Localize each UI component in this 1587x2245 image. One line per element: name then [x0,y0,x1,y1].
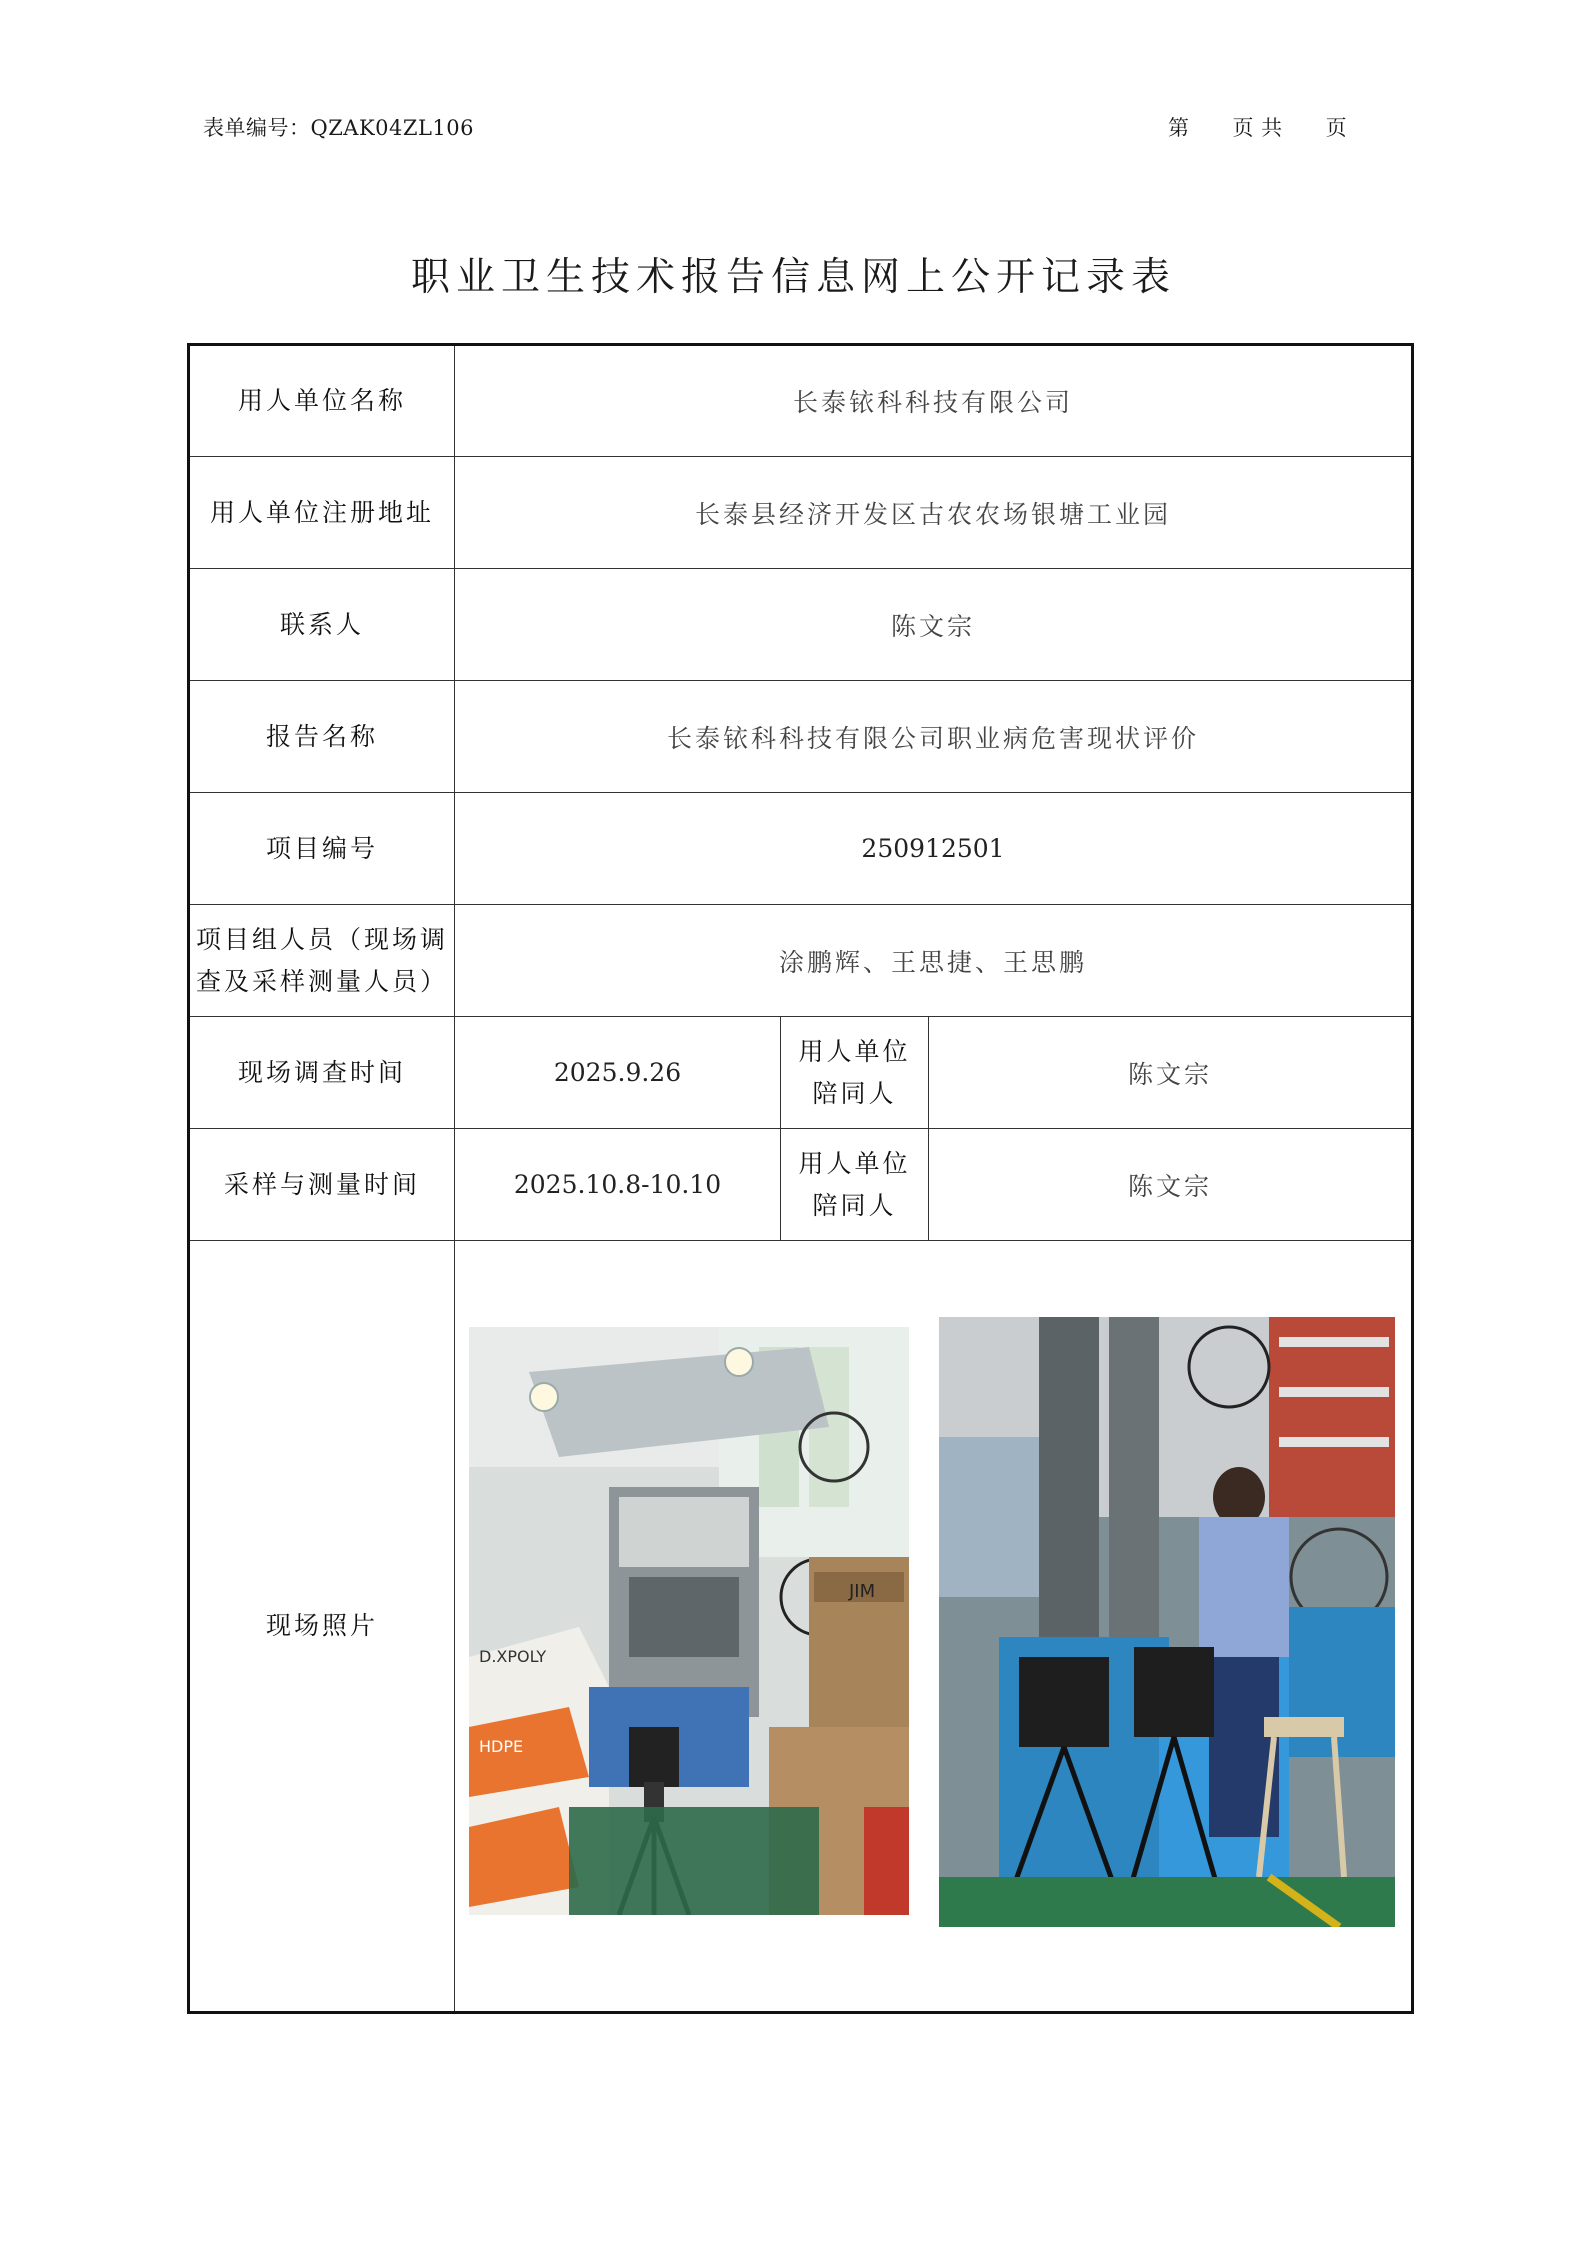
table-row [189,1017,1413,1129]
table-row [189,681,1413,793]
employer-name-value: 长泰铱科科技有限公司 [455,345,1413,457]
table-row [189,793,1413,905]
contact-value: 陈文宗 [455,569,1413,681]
accompany-label: 用人单位陪同人 [781,1017,929,1129]
survey-time-value: 2025.9.26 [455,1017,781,1129]
members-value: 涂鹏辉、王思捷、王思鹏 [455,905,1413,1017]
report-name-label: 报告名称 [189,681,455,793]
page-title: 职业卫生技术报告信息网上公开记录表 [410,255,1176,300]
accompany-label: 用人单位陪同人 [781,1129,929,1241]
survey-time-label: 现场调查时间 [189,1017,455,1129]
form-number: 表单编号：QZAK04ZL106 [203,116,475,140]
table-row [189,457,1413,569]
project-no-label: 项目编号 [189,793,455,905]
table-row [189,1129,1413,1241]
report-name-value: 长泰铱科科技有限公司职业病危害现状评价 [455,681,1413,793]
table-row [189,1241,1413,2013]
bag-text-1: D.XPOLY [479,1647,547,1666]
sampling-time-value: 2025.10.8-10.10 [455,1129,781,1241]
site-photo-crusher [469,1327,909,1915]
site-photo-crusher-image [469,1327,909,1915]
record-table [187,343,1414,2014]
table-row [189,345,1413,457]
site-photo-sampling [939,1317,1395,1927]
box-text: JIM [849,1581,876,1602]
sampling-time-label: 采样与测量时间 [189,1129,455,1241]
members-label: 项目组人员（现场调查及采样测量人员） [189,905,455,1017]
bag-text-2: HDPE [479,1737,524,1756]
page-info: 第 页 共 页 [1168,116,1348,140]
photos-label: 现场照片 [189,1241,455,2013]
project-no-value: 250912501 [455,793,1413,905]
address-label: 用人单位注册地址 [189,457,455,569]
site-photo-sampling-image [939,1317,1395,1927]
employer-name-label: 用人单位名称 [189,345,455,457]
table-row [189,569,1413,681]
address-value: 长泰县经济开发区古农农场银塘工业园 [455,457,1413,569]
accompany-value: 陈文宗 [929,1129,1413,1241]
accompany-value: 陈文宗 [929,1017,1413,1129]
photos-area [455,1241,1411,2011]
contact-label: 联系人 [189,569,455,681]
photos-cell [455,1241,1413,2013]
table-row [189,905,1413,1017]
